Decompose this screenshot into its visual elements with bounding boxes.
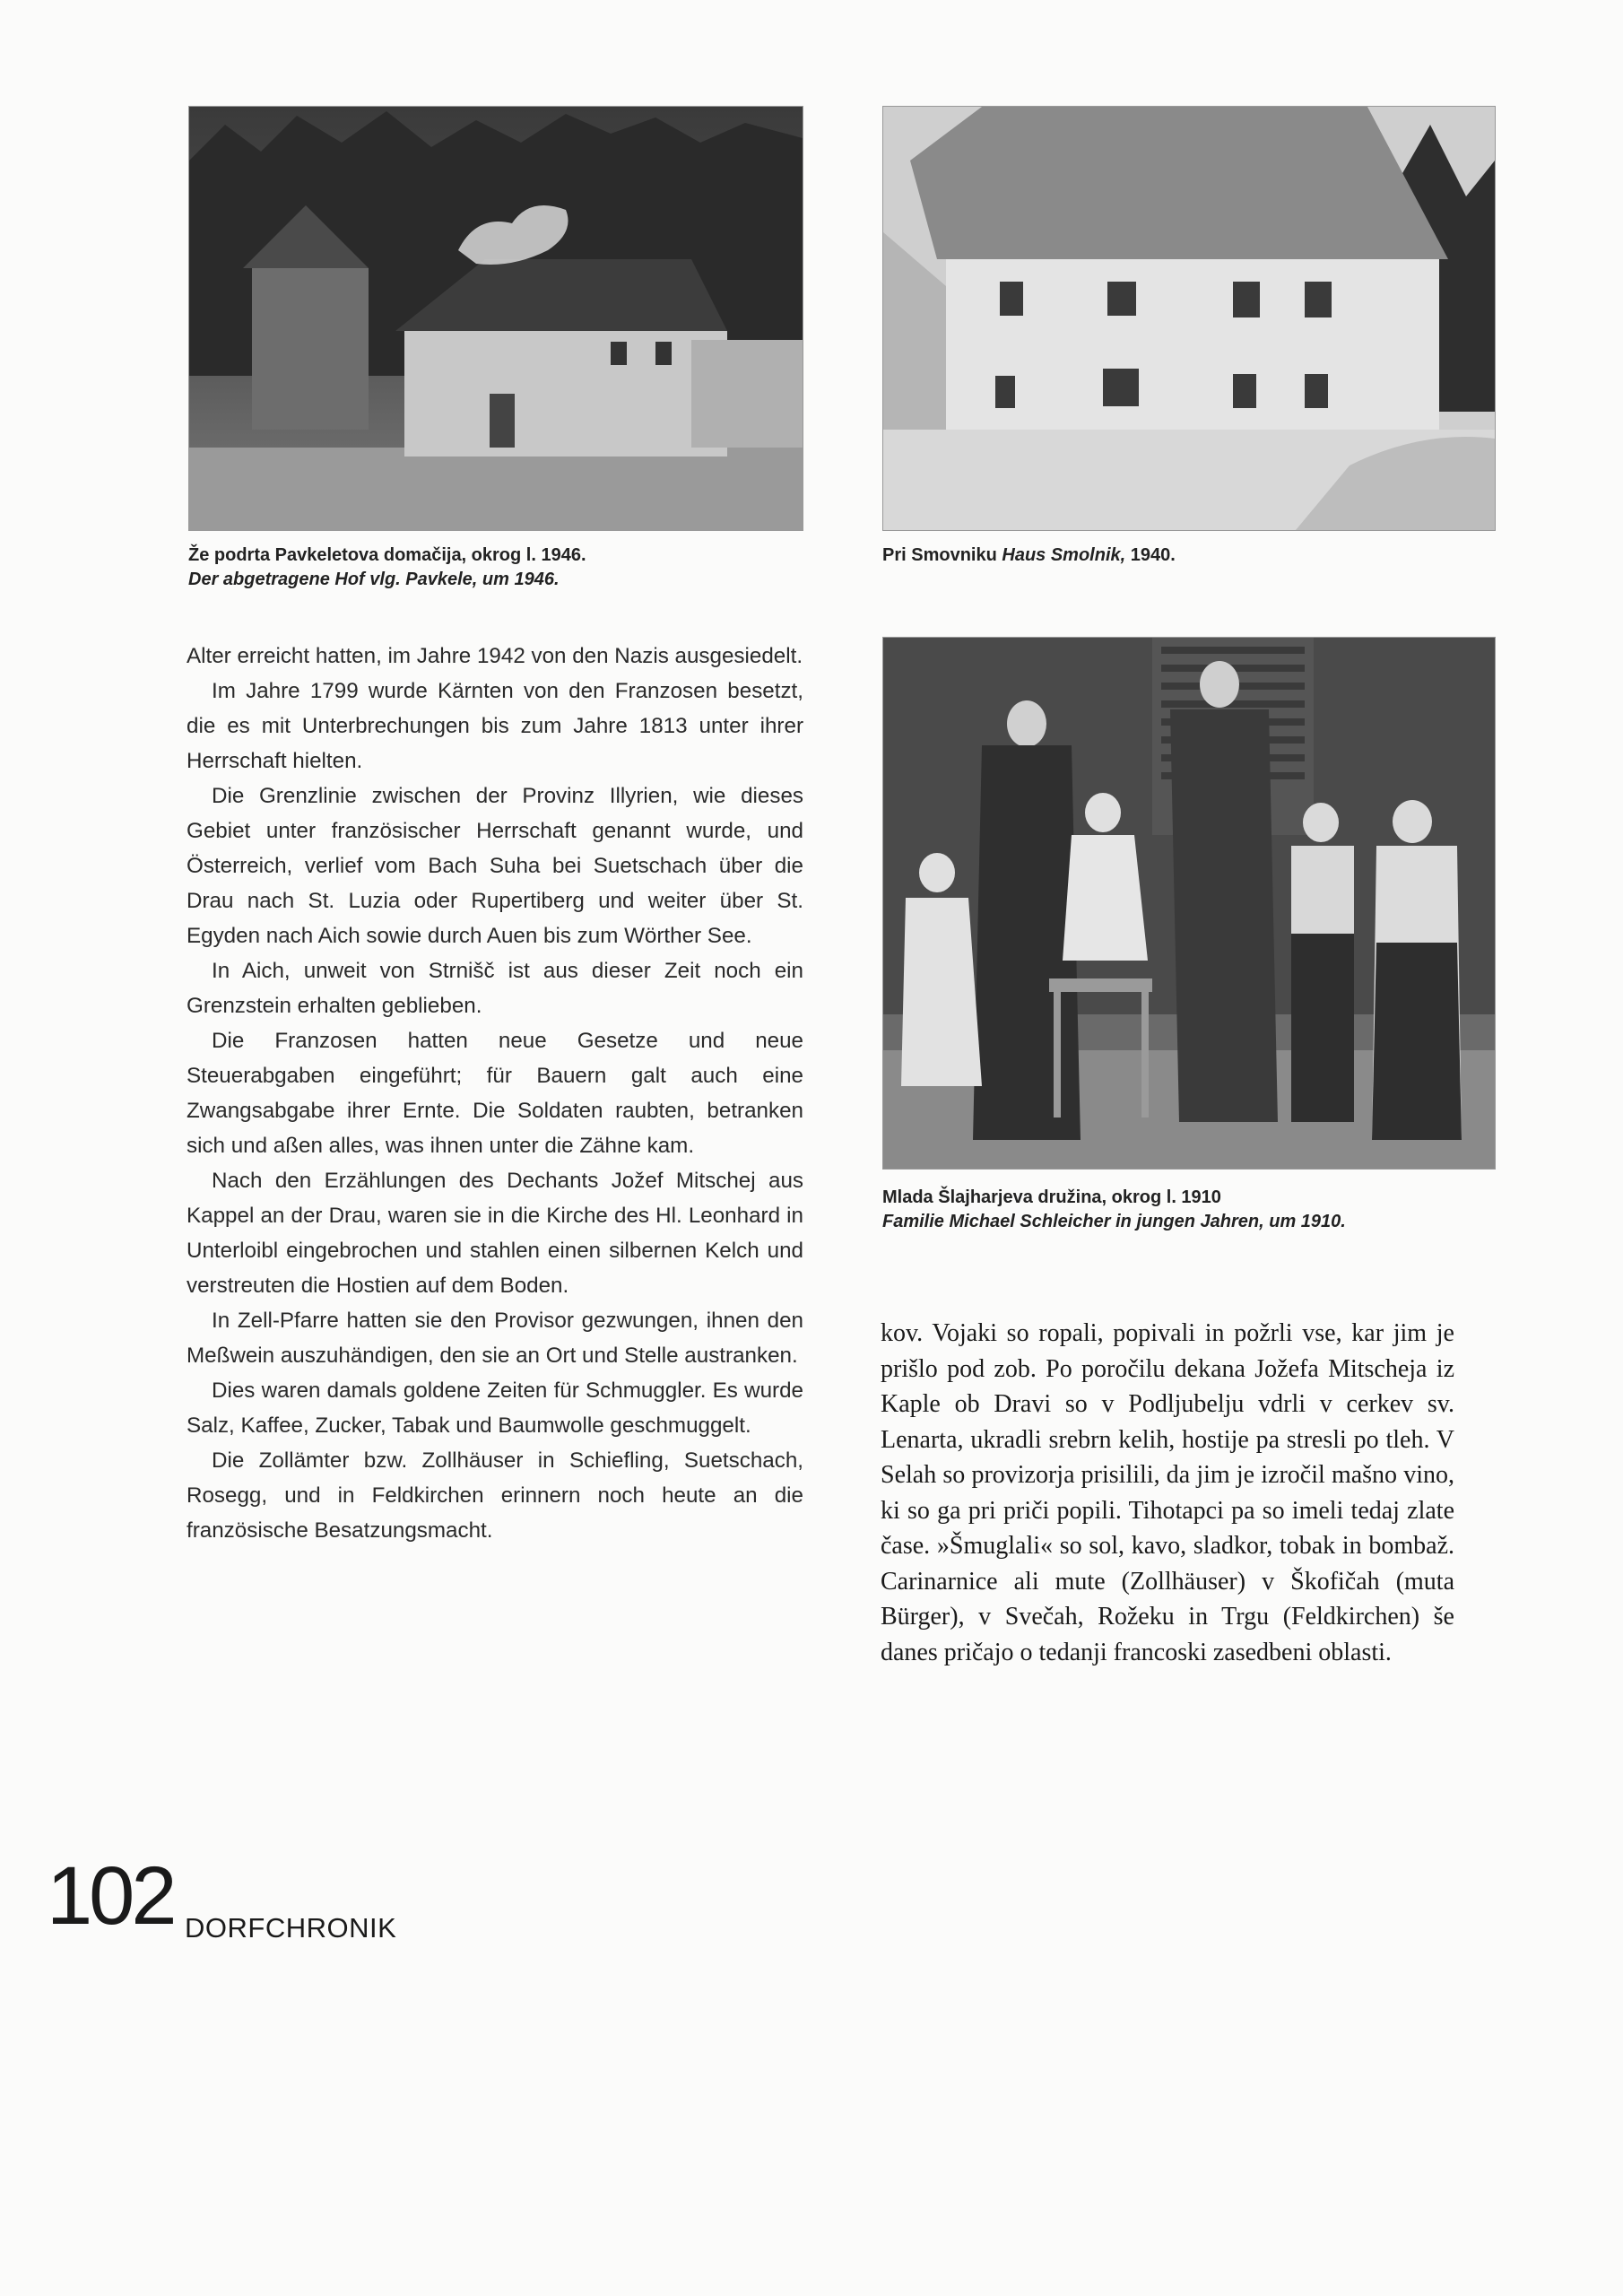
slovene-text-column bbox=[881, 1316, 1454, 1670]
caption-photo2 bbox=[882, 544, 1510, 568]
photo-family-image bbox=[883, 638, 1495, 1169]
german-paragraph: Die Zollämter bzw. Zollhäuser in Schiefling, Suetschach, Rosegg, und in Feldkirchen erinnern noch heute an die französische Besatzungsmacht. bbox=[187, 1448, 803, 1543]
german-paragraph: Nach den Erzählungen des Dechants Jožef Mitschej aus Kappel an der Drau, waren sie in die Kirche des Hl. Leonhard in Unterloibl eingebrochen und stahlen einen silbernen Kelch und verstreuten die Hostien auf dem Boden. bbox=[187, 1169, 803, 1298]
german-paragraph: Die Franzosen hatten neue Gesetze und neue Steuerabgaben eingeführt; für Bauern galt auch eine Zwangsabgabe ihrer Ernte. Die Soldaten raubten, betranken sich und aßen alles, was ihnen unter die Zähne kam. bbox=[187, 1029, 803, 1158]
caption-photo3 bbox=[882, 1186, 1510, 1234]
photo-smolnik-image bbox=[883, 107, 1495, 530]
page-label: DORFCHRONIK bbox=[185, 1912, 397, 1944]
caption-photo3-sl: Mlada Šlajharjeva družina, okrog l. 1910 bbox=[882, 1187, 1221, 1207]
german-text-column bbox=[187, 639, 803, 1548]
german-paragraph: Die Grenzlinie zwischen der Provinz Illyrien, wie dieses Gebiet unter französischer Herrschaft genannt wurde, und Österreich, verlief vom Bach Suha bei Suetschach über die Drau nach St. Luzia oder Rupertiberg und weiter über St. Egyden nach Aich sowie durch Auen bis zum Wörther See. bbox=[187, 784, 803, 948]
caption-photo1 bbox=[188, 544, 816, 592]
caption-photo3-de: Familie Michael Schleicher in jungen Jahren, um 1910. bbox=[882, 1212, 1346, 1231]
photo-pavkele-farm bbox=[188, 106, 803, 531]
german-paragraph: Im Jahre 1799 wurde Kärnten von den Franzosen besetzt, die es mit Unterbrechungen bis zum Jahre 1813 unter ihrer Herrschaft hielten. bbox=[187, 679, 803, 773]
caption-photo2-sl: Pri Smovniku bbox=[882, 545, 997, 565]
german-paragraph: In Aich, unweit von Strnišč ist aus dieser Zeit noch ein Grenzstein erhalten geblieben. bbox=[187, 959, 803, 1018]
caption-photo1-sl: Že podrta Pavkeletova domačija, okrog l. 1946. bbox=[188, 545, 586, 565]
page-number: 102 bbox=[47, 1850, 174, 1942]
caption-photo2-year: 1940. bbox=[1130, 545, 1176, 565]
caption-photo2-de: Haus Smolnik, bbox=[1002, 545, 1126, 565]
photo-pavkele-image bbox=[189, 107, 803, 530]
photo-schleicher-family bbox=[882, 637, 1496, 1170]
caption-photo1-de: Der abgetragene Hof vlg. Pavkele, um 1946. bbox=[188, 570, 560, 589]
german-paragraph: In Zell-Pfarre hatten sie den Provisor gezwungen, ihnen den Meßwein auszuhändigen, den sie an Ort und Stelle austranken. bbox=[187, 1309, 803, 1368]
german-paragraph: Dies waren damals goldene Zeiten für Schmuggler. Es wurde Salz, Kaffee, Zucker, Tabak und Baumwolle geschmuggelt. bbox=[187, 1378, 803, 1438]
photo-smolnik-house bbox=[882, 106, 1496, 531]
slovene-paragraph: kov. Vojaki so ropali, popivali in požrli vse, kar jim je prišlo pod zob. Po poročilu dekana Jožefa Mitscheja iz Kaple ob Dravi so v Podljubelju vdrli v cerkev sv. Lenarta, ukradli srebrn kelih, hostije pa stresli po tleh. V Selah so provizorja prisilili, da jim je izročil mašno vino, ki so ga pri priči popili. Tihotapci pa so imeli tedaj zlate čase. »Šmuglali« so sol, kavo, sladkor, tobak in bombaž. Carinarnice ali mute (Zollhäuser) v Škofičah (muta Bürger), v Svečah, Rožeku in Trgu (Feldkirchen) še danes pričajo o tedanji francoski zasedbeni oblasti. bbox=[881, 1319, 1454, 1666]
german-paragraph: Alter erreicht hatten, im Jahre 1942 von den Nazis ausgesiedelt. bbox=[187, 644, 803, 668]
